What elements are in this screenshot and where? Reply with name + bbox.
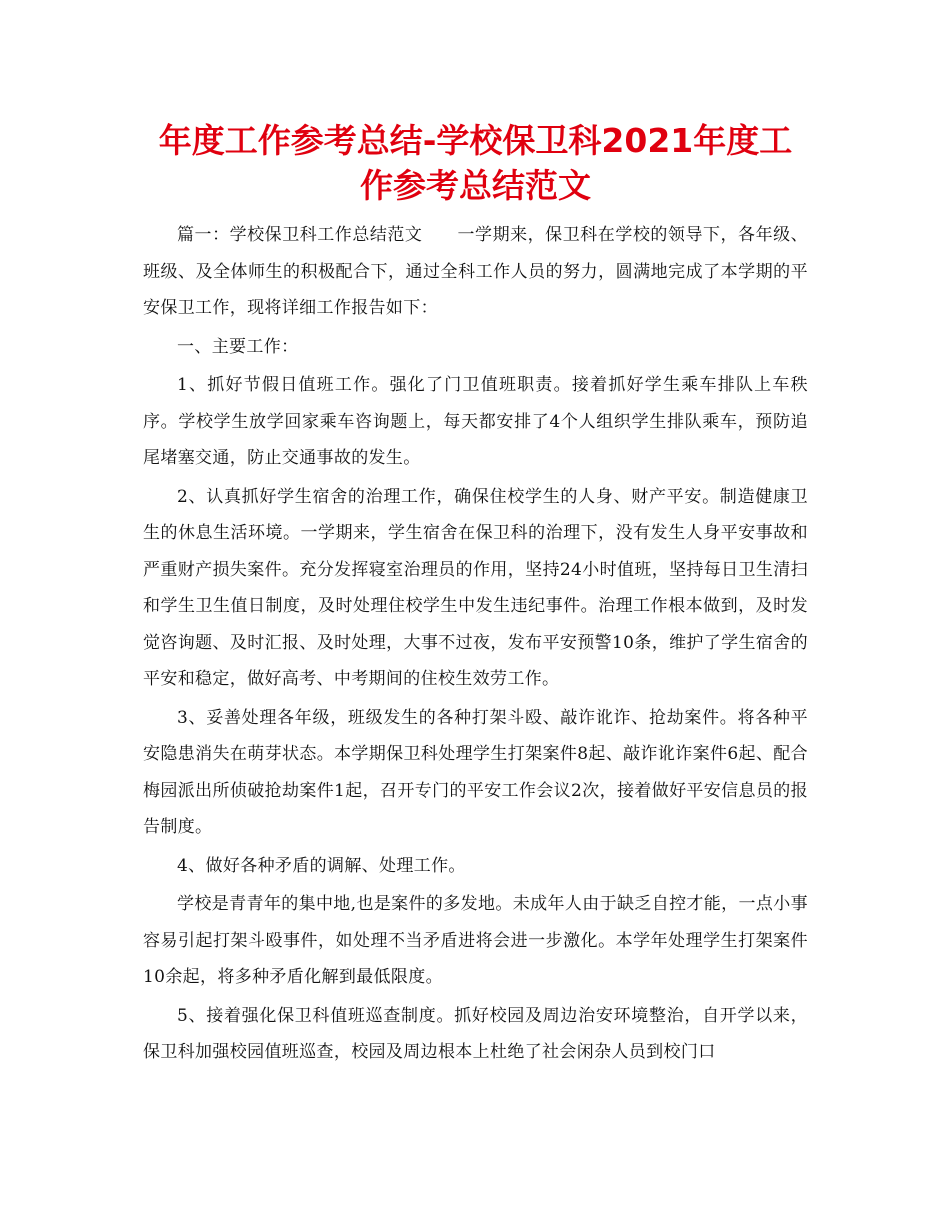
paragraph-item-4: 4、做好各种矛盾的调解、处理工作。 bbox=[177, 855, 466, 876]
document-title: 年度工作参考总结-学校保卫科2021年度工作参考总结范文 bbox=[158, 121, 793, 205]
document-body bbox=[143, 217, 808, 1071]
intro-paragraph: 篇一：学校保卫科工作总结范文 一学期来，保卫科在学校的领导下，各年级、班级、及全体师生的积极配合下，通过全科工作人员的努力，圆满地完成了本学期的平安保卫工作，现将详细工作报告如下： bbox=[143, 225, 808, 318]
document-page bbox=[143, 118, 808, 1073]
section-heading-main-work: 一、主要工作： bbox=[177, 336, 299, 357]
paragraph-item-1: 1、抓好节假日值班工作。强化了门卫值班职责。接着抓好学生乘车排队上车秩序。学校学生放学回家乘车咨询题上，每天都安排了4个人组织学生排队乘车，预防追尾堵塞交通，防止交通事故的发生。 bbox=[143, 375, 808, 468]
paragraph-item-5: 5、接着强化保卫科值班巡查制度。抓好校园及周边治安环境整治，自开学以来，保卫科加强校园值班巡查，校园及周边根本上杜绝了社会闲杂人员到校门口 bbox=[143, 1005, 808, 1062]
paragraph-item-3: 3、妥善处理各年级，班级发生的各种打架斗殴、敲诈讹诈、抢劫案件。将各种平安隐患消失在萌芽状态。本学期保卫科处理学生打架案件8起、敲诈讹诈案件6起、配合梅园派出所侦破抢劫案件1起，召开专门的平安工作会议2次，接着做好平安信息员的报告制度。 bbox=[143, 707, 808, 837]
paragraph-item-4-detail: 学校是青青年的集中地,也是案件的多发地。未成年人由于缺乏自控才能，一点小事容易引起打架斗殴事件，如处理不当矛盾进将会进一步激化。本学年处理学生打架案件10余起，将多种矛盾化解到最低限度。 bbox=[143, 894, 808, 987]
paragraph-item-2: 2、认真抓好学生宿舍的治理工作，确保住校学生的人身、财产平安。制造健康卫生的休息生活环境。一学期来，学生宿舍在保卫科的治理下，没有发生人身平安事故和严重财产损失案件。充分发挥寝室治理员的作用，坚持24小时值班，坚持每日卫生清扫和学生卫生值日制度，及时处理住校学生中发生违纪事件。治理工作根本做到，及时发觉咨询题、及时汇报、及时处理，大事不过夜，发布平安预警10条，维护了学生宿舍的平安和稳定，做好高考、中考期间的住校生效劳工作。 bbox=[143, 486, 808, 689]
